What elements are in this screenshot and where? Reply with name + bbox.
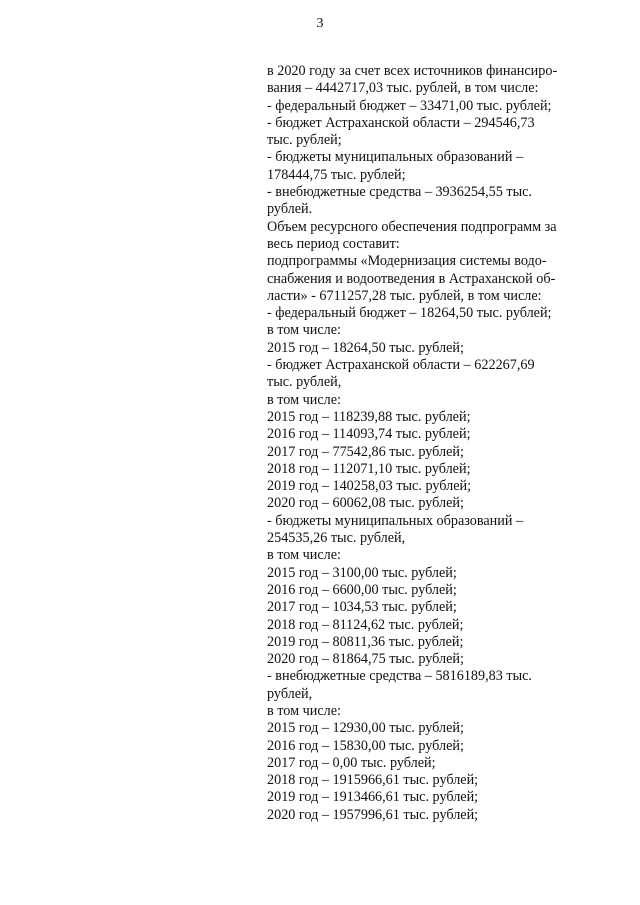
text-line: в 2020 году за счет всех источников финансиро- xyxy=(267,63,558,79)
text-line: 2017 год – 1034,53 тыс. рублей; xyxy=(267,599,457,616)
text-line: 2018 год – 81124,62 тыс. рублей; xyxy=(267,616,464,633)
text-line: 2019 год – 1913466,61 тыс. рублей; xyxy=(267,789,479,806)
text-line: - федеральный бюджет – 18264,50 тыс. рублей; xyxy=(267,305,552,322)
text-line: - бюджет Астраханской области – 622267,69 xyxy=(267,357,535,374)
text-line: - бюджеты муниципальных образований – xyxy=(267,149,524,166)
text-line: - внебюджетные средства – 3936254,55 тыс. xyxy=(267,184,532,201)
text-line: рублей, xyxy=(267,685,313,702)
text-line: 2017 год – 0,00 тыс. рублей; xyxy=(267,754,436,771)
text-line: - внебюджетные средства – 5816189,83 тыс. xyxy=(267,668,532,685)
text-line: Объем ресурсного обеспечения подпрограмм за xyxy=(267,218,557,235)
text-line: 2019 год – 140258,03 тыс. рублей; xyxy=(267,478,472,495)
text-line: - бюджеты муниципальных образований – xyxy=(267,512,524,529)
text-line: 2015 год – 3100,00 тыс. рублей; xyxy=(267,564,457,581)
text-line: 2020 год – 1957996,61 тыс. рублей; xyxy=(267,806,479,823)
text-line: снабжения и водоотведения в Астраханской об- xyxy=(267,270,556,287)
text-line: 2016 год – 6600,00 тыс. рублей; xyxy=(267,581,457,598)
text-line: ласти» - 6711257,28 тыс. рублей, в том числе: xyxy=(267,287,542,304)
text-line: 2015 год – 12930,00 тыс. рублей; xyxy=(267,720,464,737)
text-line: в том числе: xyxy=(267,547,341,564)
text-line: тыс. рублей; xyxy=(267,132,342,149)
text-line: тыс. рублей, xyxy=(267,374,342,391)
text-line: 2016 год – 114093,74 тыс. рублей; xyxy=(267,426,471,443)
text-line: 178444,75 тыс. рублей; xyxy=(267,166,406,183)
text-line: 2018 год – 112071,10 тыс. рублей; xyxy=(267,460,471,477)
text-line: в том числе: xyxy=(267,391,341,408)
page-number: 3 xyxy=(316,16,324,31)
text-line: 2020 год – 81864,75 тыс. рублей; xyxy=(267,651,464,668)
text-line: - федеральный бюджет – 33471,00 тыс. рублей; xyxy=(267,97,552,114)
text-line: 2018 год – 1915966,61 тыс. рублей; xyxy=(267,772,479,789)
text-line: в том числе: xyxy=(267,702,341,719)
text-line: рублей. xyxy=(267,201,313,218)
text-line: 2019 год – 80811,36 тыс. рублей; xyxy=(267,633,464,650)
text-line: 2017 год – 77542,86 тыс. рублей; xyxy=(267,443,464,460)
text-line: 2020 год – 60062,08 тыс. рублей; xyxy=(267,495,464,512)
text-line: 2015 год – 18264,50 тыс. рублей; xyxy=(267,339,464,356)
text-line: в том числе: xyxy=(267,322,341,339)
text-line: весь период составит: xyxy=(267,235,400,252)
text-line: 2016 год – 15830,00 тыс. рублей; xyxy=(267,737,464,754)
text-line: - бюджет Астраханской области – 294546,73 xyxy=(267,114,535,131)
document-text-block xyxy=(267,63,577,824)
text-line: подпрограммы «Модернизация системы водо- xyxy=(267,253,547,270)
text-line: вания – 4442717,03 тыс. рублей, в том числе: xyxy=(267,80,539,97)
text-line: 254535,26 тыс. рублей, xyxy=(267,530,406,547)
text-line: 2015 год – 118239,88 тыс. рублей; xyxy=(267,408,471,425)
